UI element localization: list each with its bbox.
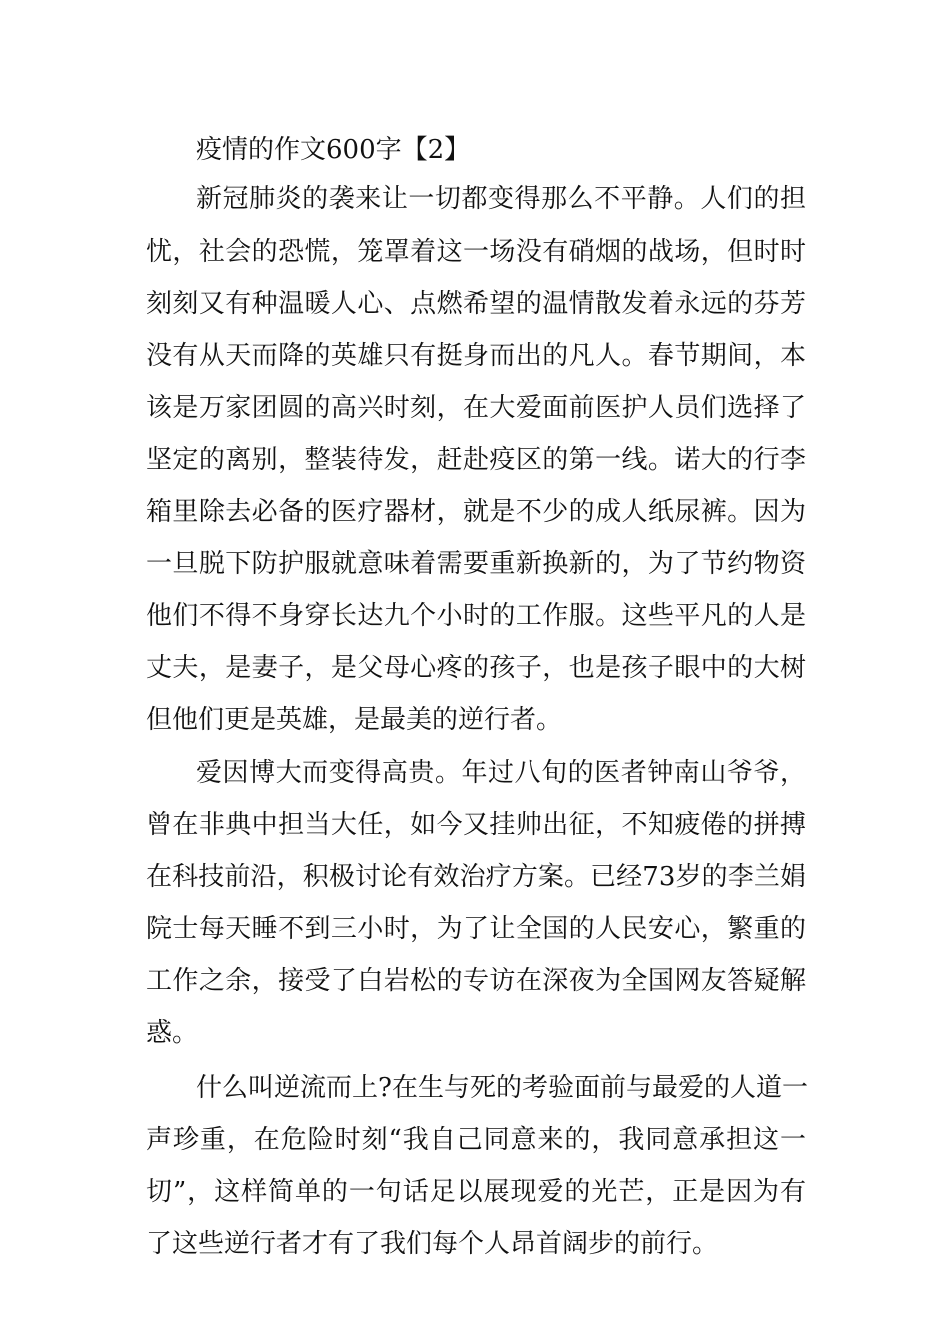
paragraph-1-line-10: 丈夫，是妻子，是父母心疼的孩子，也是孩子眼中的大树 bbox=[146, 653, 806, 683]
paragraph-3-line-4: 了这些逆行者才有了我们每个人昂首阔步的前行。 bbox=[146, 1229, 719, 1259]
paragraph-3-line-3: 切”，这样简单的一句话足以展现爱的光芒，正是因为有 bbox=[146, 1177, 806, 1207]
paragraph-1-line-1: 新冠肺炎的袭来让一切都变得那么不平静。人们的担 bbox=[196, 184, 806, 214]
paragraph-2-line-5: 工作之余，接受了白岩松的专访在深夜为全国网友答疑解 bbox=[146, 966, 806, 996]
paragraph-1-line-7: 箱里除去必备的医疗器材，就是不少的成人纸尿裤。因为 bbox=[146, 497, 806, 527]
paragraph-3-line-2: 声珍重，在危险时刻“我自己同意来的，我同意承担这一 bbox=[146, 1125, 806, 1155]
paragraph-1-line-9: 他们不得不身穿长达九个小时的工作服。这些平凡的人是 bbox=[146, 601, 806, 631]
paragraph-2-line-3: 在科技前沿，积极讨论有效治疗方案。已经73岁的李兰娟 bbox=[146, 862, 806, 892]
paragraph-1-line-6: 坚定的离别，整装待发，赶赴疫区的第一线。诺大的行李 bbox=[146, 445, 806, 475]
paragraph-1-line-2: 忧，社会的恐慌，笼罩着这一场没有硝烟的战场，但时时 bbox=[146, 237, 806, 267]
paragraph-2-line-4: 院士每天睡不到三小时，为了让全国的人民安心，繁重的 bbox=[146, 914, 806, 944]
paragraph-1-line-4: 没有从天而降的英雄只有挺身而出的凡人。春节期间，本 bbox=[146, 341, 806, 371]
paragraph-2-line-6: 惑。 bbox=[146, 1018, 199, 1048]
paragraph-2-line-1: 爱因博大而变得高贵。年过八旬的医者钟南山爷爷， bbox=[196, 758, 806, 788]
paragraph-1-line-5: 该是万家团圆的高兴时刻，在大爱面前医护人员们选择了 bbox=[146, 393, 806, 423]
paragraph-1-line-8: 一旦脱下防护服就意味着需要重新换新的，为了节约物资 bbox=[146, 549, 806, 579]
paragraph-3-line-1: 什么叫逆流而上?在生与死的考验面前与最爱的人道一 bbox=[196, 1073, 808, 1103]
paragraph-1-line-11: 但他们更是英雄，是最美的逆行者。 bbox=[146, 705, 563, 735]
paragraph-2-line-2: 曾在非典中担当大任，如今又挂帅出征，不知疲倦的拼搏 bbox=[146, 810, 806, 840]
paragraph-1-line-3: 刻刻又有种温暖人心、点燃希望的温情散发着永远的芬芳 bbox=[146, 289, 806, 319]
heading: 疫情的作文600字【2】 bbox=[196, 135, 471, 165]
